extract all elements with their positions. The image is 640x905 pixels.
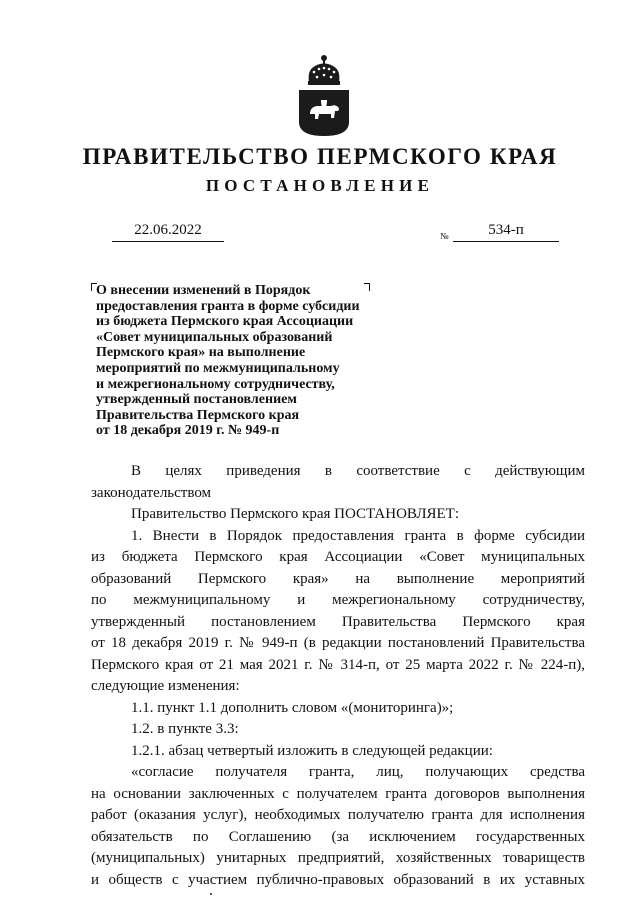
body-line: по межмуниципальному и межрегиональному сотрудничеству, — [91, 592, 585, 608]
subject-line: утвержденный постановлением — [96, 392, 297, 408]
body-line: (муниципальных) унитарных предприятий, хозяйственных товариществ — [91, 850, 585, 866]
subject-line: О внесении изменений в Порядок — [96, 283, 311, 298]
document-number: 534-п — [453, 222, 559, 242]
body-line: 1.1. пункт 1.1 дополнить словом «(мониторинга)»; — [131, 699, 454, 716]
body-line: работ (оказания услуг), необходимых получателю гранта для исполнения — [91, 807, 585, 823]
body-line: утвержденный постановлением Правительства Пермского края — [91, 613, 585, 630]
body-line: Пермского края от 21 мая 2021 г. № 314-п, от 25 марта 2022 г. № 224-п), — [91, 656, 585, 673]
body-line: 1.2. в пункте 3.3: — [131, 721, 239, 737]
subject-line: «Совет муниципальных образований — [96, 329, 333, 345]
body-line: образований Пермского края» на выполнение мероприятий — [91, 570, 585, 587]
body-line: следующие изменения: — [91, 678, 240, 694]
body-line: обязательств по Соглашению (за исключением государственных — [91, 828, 585, 845]
document-subject — [96, 283, 396, 439]
body-line: 1. Внести в Порядок предоставления гранта в форме субсидии — [131, 527, 585, 544]
body-line: 1.2.1. абзац четвертый изложить в следующей редакции: — [131, 742, 493, 759]
body-line: из бюджета Пермского края Ассоциации «Совет муниципальных — [91, 549, 585, 565]
subject-line: предоставления гранта в форме субсидии — [96, 298, 360, 314]
body-line: законодательством — [91, 484, 212, 501]
subject-line: Пермского края» на выполнение — [96, 345, 306, 361]
document-type-heading: ПОСТАНОВЛЕНИЕ — [205, 176, 435, 195]
scan-mark — [210, 893, 212, 895]
subject-line: Правительства Пермского края — [96, 407, 300, 423]
body-line: «согласие получателя гранта, лиц, получающих средства — [131, 764, 585, 780]
body-line: В целях приведения в соответствие с действующим — [131, 463, 585, 479]
body-line: от 18 декабря 2019 г. № 949-п (в редакции постановлений Правительства — [91, 635, 585, 651]
body-line: и обществ с участием публично-правовых образований в их уставных — [91, 871, 585, 888]
subject-line: мероприятий по межмуниципальному — [96, 360, 340, 376]
subject-line: из бюджета Пермского края Ассоциации — [96, 314, 354, 330]
subject-line: от 18 декабря 2019 г. № 949-п — [96, 423, 280, 439]
perm-krai-coat-of-arms-icon — [297, 52, 351, 137]
document-body — [91, 461, 585, 891]
government-title: ПРАВИТЕЛЬСТВО ПЕРМСКОГО КРАЯ — [82, 144, 558, 169]
number-sign-label: № — [440, 231, 449, 241]
subject-line: и межрегиональному сотрудничеству, — [96, 376, 335, 392]
body-line: Правительство Пермского края ПОСТАНОВЛЯЕТ: — [131, 506, 460, 522]
document-date: 22.06.2022 — [112, 222, 224, 242]
body-line: на основании заключенных с получателем гранта договоров выполнения — [91, 785, 585, 802]
